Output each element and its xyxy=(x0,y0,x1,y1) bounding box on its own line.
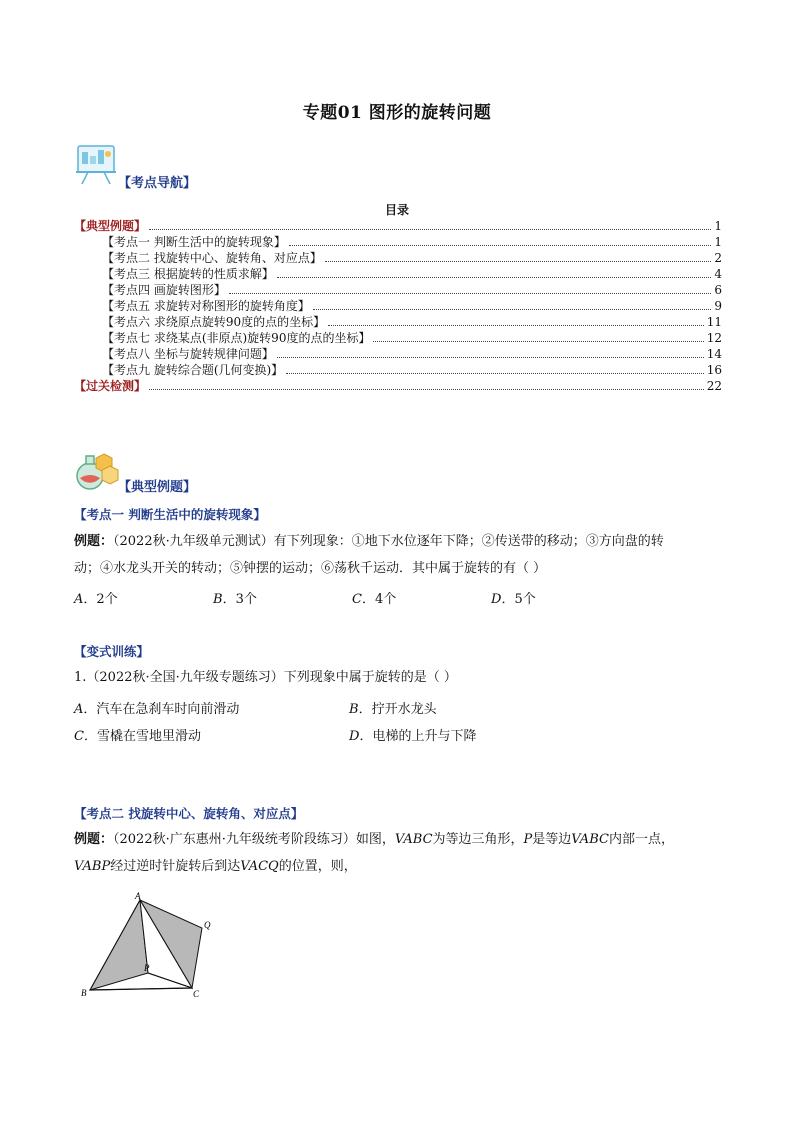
topic2-example xyxy=(74,826,734,880)
topic1-example-line1: 例题：（2022秋·九年级单元测试）有下列现象：①地下水位逐年下降；②传送带的移动；③方向盘的转 xyxy=(74,534,664,549)
table-of-contents xyxy=(74,218,722,394)
variant-options-row2 xyxy=(74,725,634,744)
toc-item-topic4[interactable]: 【考点四 画旋转图形】 6 xyxy=(102,283,722,297)
option-c[interactable]: C．4个 xyxy=(352,592,397,607)
triangle-acq: VACQ xyxy=(240,859,279,874)
topic2-example-line1: 例题：（2022秋·广东惠州·九年级统考阶段练习）如图，VABC为等边三角形，P是等边VABC内部一点， xyxy=(74,832,674,847)
page-title: 专题01 图形的旋转问题 xyxy=(302,103,492,123)
label-c: C xyxy=(193,989,200,999)
toc-item-topic5[interactable]: 【考点五 求旋转对称图形的旋转角度】 9 xyxy=(102,299,722,313)
rotation-figure xyxy=(78,890,218,1002)
toc-item-topic8[interactable]: 【考点八 坐标与旋转规律问题】 14 xyxy=(102,347,722,361)
toc-item-topic9[interactable]: 【考点九 旋转综合题(几何变换)】 16 xyxy=(102,363,722,377)
variant-option-c[interactable]: C．雪橇在雪地里滑动 xyxy=(74,729,201,744)
navigation-icon xyxy=(74,142,120,186)
label-a: A xyxy=(135,891,141,901)
toc-item-topic2[interactable]: 【考点二 找旋转中心、旋转角、对应点】 2 xyxy=(102,251,722,265)
option-b[interactable]: B．3个 xyxy=(213,592,257,607)
variant-option-d[interactable]: D．电梯的上升与下降 xyxy=(349,729,477,744)
variant-option-b[interactable]: B．拧开水龙头 xyxy=(349,702,437,717)
triangle-abc-2: VABC xyxy=(571,832,609,847)
variant-question-1: 1.（2022秋·全国·九年级专题练习）下列现象中属于旋转的是（ ） xyxy=(74,670,457,685)
toc-item-topic6[interactable]: 【考点六 求绕原点旋转90度的点的坐标】 11 xyxy=(102,315,722,329)
topic2-example-line2: VABP经过逆时针旋转后到达VACQ的位置，则， xyxy=(74,859,357,874)
toc-item-examples[interactable]: 【典型例题】 1 xyxy=(74,219,722,233)
label-b: B xyxy=(81,988,87,998)
topic1-heading: 【考点一 判断生活中的旋转现象】 xyxy=(74,507,266,522)
topic1-options xyxy=(74,588,634,607)
label-q: Q xyxy=(204,920,211,930)
topic1-example-line2: 动；④水龙头开关的转动；⑤钟摆的运动；⑥荡秋千运动．其中属于旋转的有（ ） xyxy=(74,561,547,576)
toc-item-review[interactable]: 【过关检测】 22 xyxy=(74,379,722,393)
toc-item-topic3[interactable]: 【考点三 根据旋转的性质求解】 4 xyxy=(102,267,722,281)
toc-item-topic1[interactable]: 【考点一 判断生活中的旋转现象】 1 xyxy=(102,235,722,249)
variant-heading: 【变式训练】 xyxy=(74,644,150,659)
toc-title: 目录 xyxy=(384,203,409,217)
option-a[interactable]: A．2个 xyxy=(74,592,118,607)
variant-option-a[interactable]: A．汽车在急刹车时向前滑动 xyxy=(74,702,240,717)
example-label: 例题： xyxy=(74,832,114,847)
flask-icon xyxy=(74,448,120,492)
toc-item-topic7[interactable]: 【考点七 求绕某点(非原点)旋转90度的点的坐标】 12 xyxy=(102,331,722,345)
triangle-abp: VABP xyxy=(74,859,111,874)
examples-header: 【典型例题】 xyxy=(118,480,197,495)
nav-header: 【考点导航】 xyxy=(118,176,197,191)
example-label: 例题： xyxy=(74,534,114,549)
topic1-example xyxy=(74,528,734,582)
topic2-heading: 【考点二 找旋转中心、旋转角、对应点】 xyxy=(74,806,304,821)
label-p: P xyxy=(144,963,150,973)
point-p: P xyxy=(523,832,533,847)
option-d[interactable]: D．5个 xyxy=(491,592,536,607)
variant-options-row1 xyxy=(74,698,634,717)
triangle-abc: VABC xyxy=(394,832,433,847)
triangle-abp-shape xyxy=(90,900,148,990)
